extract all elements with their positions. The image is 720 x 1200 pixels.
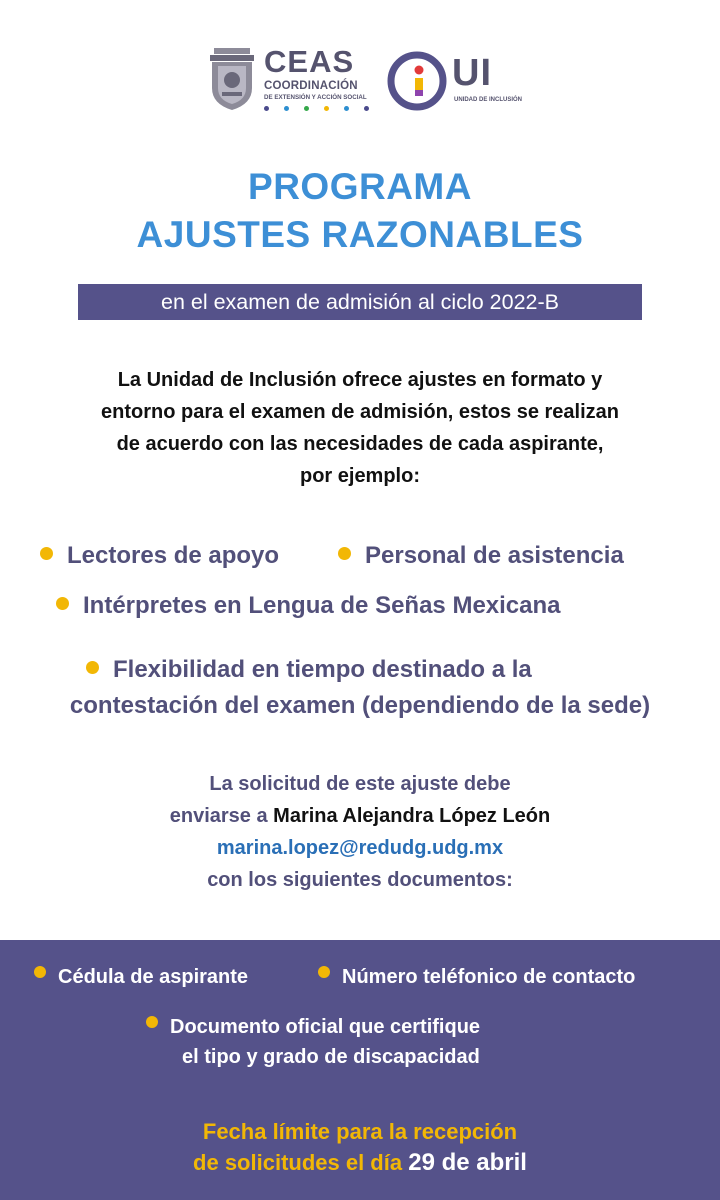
deadline-notice	[0, 1116, 720, 1178]
document-label: Documento oficial que certifique	[170, 1016, 481, 1038]
document-label: Número teléfonico de contacto	[342, 966, 636, 988]
intro-line: por ejemplo:	[299, 465, 420, 487]
list-item	[146, 1016, 480, 1039]
page-title-line2: AJUSTES RAZONABLES	[136, 214, 584, 255]
list-item	[34, 966, 248, 989]
document-label: Cédula de aspirante	[58, 966, 249, 988]
bullet-icon	[56, 597, 69, 610]
bullet-icon	[146, 1016, 158, 1028]
adjustment-label: Lectores de apoyo	[67, 542, 280, 569]
adjustment-label-continued: contestación del examen (dependiendo de la sede)	[69, 692, 651, 719]
list-item	[40, 542, 279, 570]
request-line: La solicitud de este ajuste debe	[209, 773, 511, 795]
list-item	[318, 966, 635, 989]
ceas-subtitle: COORDINACIÓN	[264, 80, 358, 92]
university-shield-icon	[208, 46, 256, 112]
intro-line: entorno para el examen de admisión, estos se realizan	[101, 401, 619, 423]
bullet-icon	[318, 966, 330, 978]
request-line: con los siguientes documentos:	[207, 869, 513, 891]
ui-subtitle: UNIDAD DE INCLUSIÓN	[454, 97, 523, 103]
bullet-icon	[34, 966, 46, 978]
ui-wordmark: UI	[452, 52, 492, 94]
deadline-date: 29 de abril	[408, 1149, 527, 1176]
deadline-line: Fecha límite para la recepción	[202, 1119, 518, 1144]
ui-logo	[386, 50, 523, 120]
contact-email-link[interactable]: marina.lopez@redudg.udg.mx	[216, 837, 504, 859]
list-item	[338, 542, 624, 570]
deadline-prefix: de solicitudes el día	[193, 1150, 409, 1175]
intro-paragraph	[20, 364, 700, 492]
list-item	[86, 656, 532, 684]
subtitle-banner: en el examen de admisión al ciclo 2022-B	[78, 284, 642, 320]
document-label-continued: el tipo y grado de discapacidad	[182, 1046, 480, 1068]
bullet-icon	[86, 661, 99, 674]
bullet-icon	[338, 547, 351, 560]
deadline-line	[0, 1147, 720, 1178]
page-title-line1: PROGRAMA	[248, 166, 472, 207]
ceas-color-dots	[264, 106, 369, 111]
ceas-subtitle-small: DE EXTENSIÓN Y ACCIÓN SOCIAL	[264, 94, 367, 101]
intro-line: de acuerdo con las necesidades de cada aspirante,	[116, 433, 604, 455]
request-prefix: enviarse a	[169, 805, 274, 827]
adjustment-label: Personal de asistencia	[365, 542, 624, 569]
intro-line: La Unidad de Inclusión ofrece ajustes en formato y	[117, 369, 603, 391]
adjustment-label: Intérpretes en Lengua de Señas Mexicana	[83, 592, 561, 619]
request-paragraph	[0, 768, 720, 896]
request-line	[0, 800, 720, 832]
inclusion-unit-icon	[386, 50, 448, 112]
bullet-icon	[40, 547, 53, 560]
contact-name: Marina Alejandra López León	[273, 805, 551, 827]
ceas-wordmark: CEAS	[264, 44, 355, 79]
ceas-logo	[208, 44, 367, 118]
list-item	[56, 592, 561, 620]
adjustment-label: Flexibilidad en tiempo destinado a la	[113, 656, 532, 683]
